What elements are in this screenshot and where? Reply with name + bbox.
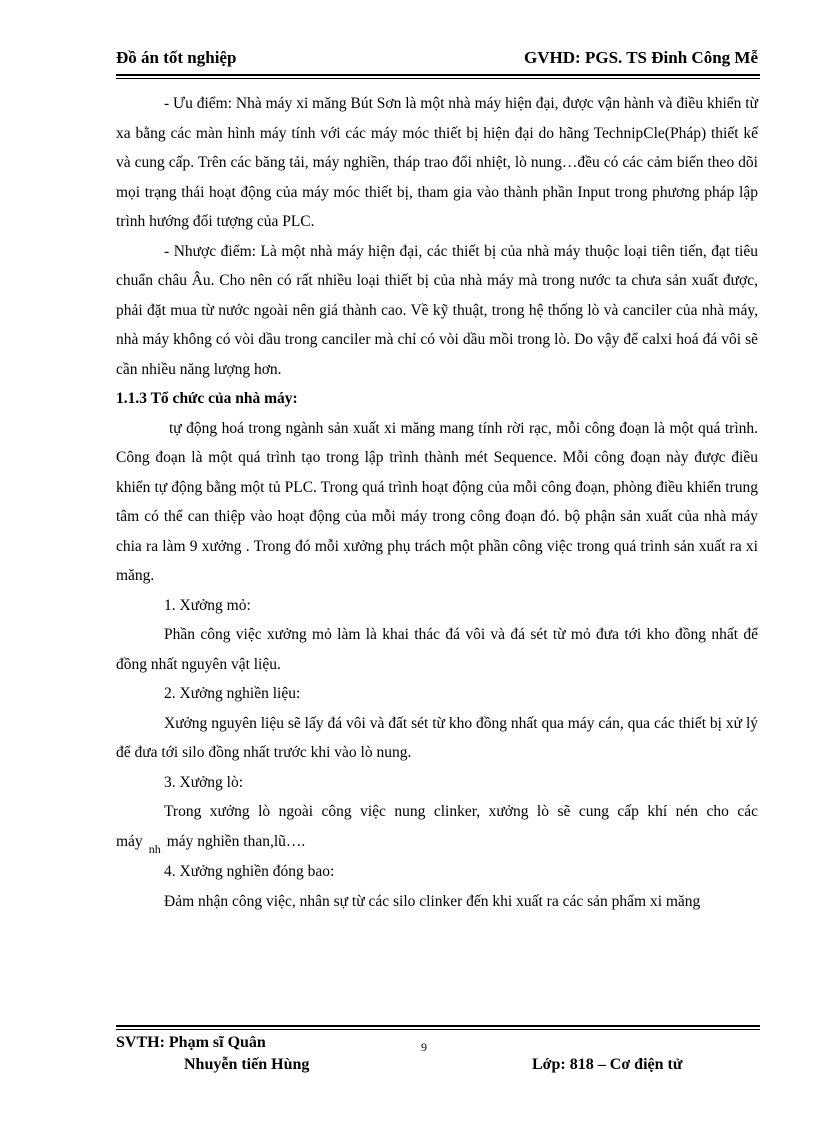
section-heading: 1.1.3 Tổ chức của nhà máy:: [116, 390, 298, 407]
paragraph-raw-mill: Xưởng nguyên liệu sẽ lấy đá vôi và đất sét từ kho đồng nhất qua máy cán, qua các thiết bị xử lý để đưa tới silo đồng nhất trước khi vào lò nung.: [116, 714, 758, 761]
list-item-kiln: 3. Xưởng lò:: [164, 773, 244, 791]
list-item-packing: 4. Xưởng nghiền đóng bao:: [164, 863, 335, 880]
paragraph-kiln-text-a: Trong xưởng lò ngoài công việc nung clinker, xưởng lò sẽ cung cấp khí nén cho các máy: [116, 803, 758, 850]
list-item-raw-mill: 2. Xưởng nghiền liệu:: [164, 685, 301, 702]
header-document-title: Đồ án tốt nghiệp: [116, 48, 237, 67]
list-item-mine: 1. Xưởng mỏ:: [164, 596, 251, 614]
paragraph-kiln-text-b: máy nghiền than,lũ….: [166, 832, 306, 850]
footer-student-2: Nhuyễn tiến Hùng: [184, 1056, 310, 1073]
paragraph-kiln-subscript: nh: [148, 841, 161, 856]
footer-class: Lớp: 818 – Cơ điện tử: [532, 1056, 683, 1073]
footer-student-1: SVTH: Phạm sĩ Quân: [116, 1034, 266, 1051]
paragraph-packing: Đảm nhận công việc, nhân sự từ các silo clinker đến khi xuất ra các sản phẩm xi măng: [164, 892, 701, 910]
page-number: 9: [421, 1040, 427, 1054]
header-supervisor: GVHD: PGS. TS Đinh Công Mễ: [524, 48, 758, 67]
header-rule-thin: [116, 78, 760, 79]
paragraph-disadvantages: - Nhược điểm: Là một nhà máy hiện đại, các thiết bị của nhà máy thuộc loại tiên tiến, đạt tiêu chuẩn châu Âu. Cho nên có rất nhiều loại thiết bị của nhà máy mà trong nước ta chưa sản xuất được, phải đặt mua từ nước ngoài nên giá thành cao. Về kỹ thuật, trong hệ thống lò và canciler của nhà máy, nhà máy không có vòi dầu trong canciler mà chỉ có vòi dầu mồi trong lò. Do vậy để calxi hoá đá vôi sẽ cần nhiều năng lượng hơn.: [116, 242, 758, 378]
paragraph-mine: Phần công việc xưởng mỏ làm là khai thác đá vôi và đá sét từ mỏ đưa tới kho đồng nhất để đồng nhất nguyên vật liệu.: [116, 626, 758, 673]
page-footer: [116, 1034, 758, 1084]
footer-rule-thin: [116, 1029, 760, 1030]
paragraph-kiln: [116, 797, 758, 857]
header-rule: [116, 74, 760, 76]
paragraph-advantages: - Ưu điểm: Nhà máy xi măng Bút Sơn là một nhà máy hiện đại, được vận hành và điều khiển từ xa bằng các màn hình máy tính với các máy móc thiết bị hiện đại do hãng TechnipCle(Pháp) thiết kế và cung cấp. Trên các băng tải, máy nghiền, tháp trao đổi nhiệt, lò nung…đều có các cảm biến theo dõi mọi trạng thái hoạt động của máy móc thiết bị, tham gia vào thành phần Input trong phương pháp lập trình hướng đối tượng của PLC.: [116, 95, 758, 230]
paragraph-organization: tự động hoá trong ngành sản xuất xi măng mang tính rời rạc, mỗi công đoạn là một quá trình. Công đoạn là một quá trình tạo trong lập trình thành mét Sequence. Mỗi công đoạn này được điều khiển tự động bằng một tủ PLC. Trong quá trình hoạt động của mỗi công đoạn, phòng điều khiển trung tâm có thể can thiệp vào hoạt động của mỗi máy trong công đoạn đó. bộ phận sản xuất của nhà máy chia ra làm 9 xưởng . Trong đó mỗi xưởng phụ trách một phần công việc trong quá trình sản xuất ra xi măng.: [116, 419, 758, 584]
footer-rule: [116, 1025, 760, 1027]
page-header: [116, 48, 758, 72]
page-body: [116, 89, 758, 916]
